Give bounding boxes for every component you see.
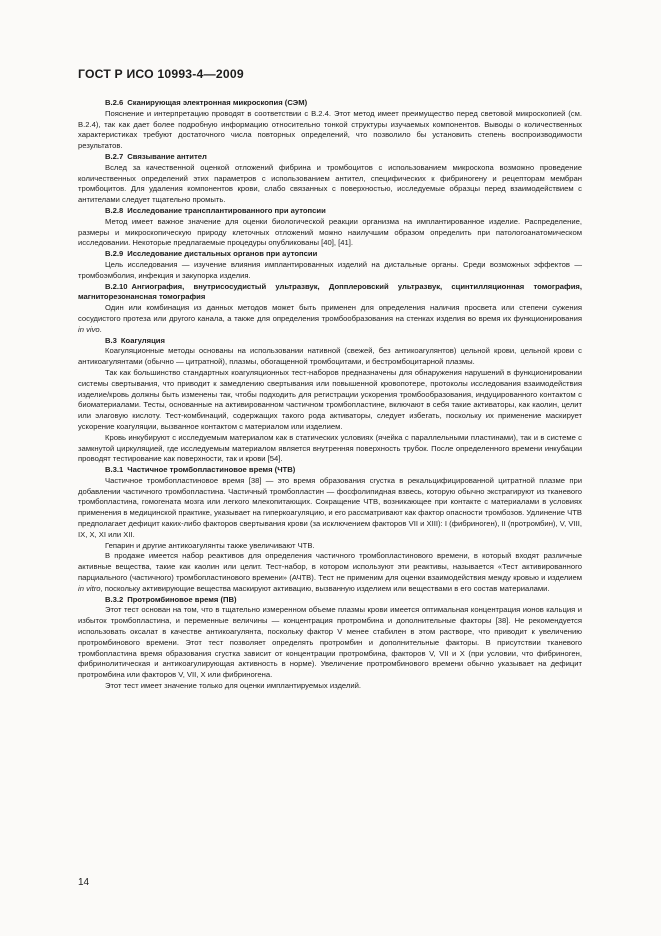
paragraph: В продаже имеется набор реактивов для определения частичного тромбопластинового времени, в который входят различные активные вещества, такие как каолин или целит. Тест-набор, в котором используют эти реактивы, называется «Тест активированного парциального (частичного) тромбопластинового времени» (АЧТВ). Тест не применим для оценки взаимодействия между кровью и изделием in vitro, поскольку активирующие вещества маскируют активацию, вызванную изделием или веществами в его состав материалами.: [78, 551, 582, 593]
section-heading: В.2.8 Исследование трансплантированного при аутопсии: [105, 205, 326, 215]
paragraph: Метод имеет важное значение для оценки биологической реакции организма на имплантированное изделие. Распределение, размеры и микроскопическую природу клеточных отложений можно наилучшим образом определить при патологоанатомическом исследовании. Некоторые предлагаемые процедуры опубликованы [40], [41].: [78, 216, 582, 248]
section-heading: В.2.7 Связывание антител: [105, 151, 207, 161]
paragraph: Частичное тромбопластиновое время [38] — это время образования сгустка в рекальцифицированной цитратной плазме при добавлении частичного тромбопластина. Частичный тромбопластин — фосфолипидная взвесь, которую обычно экстрагируют из тканевого тромбопластина, гомогената мозга или легкого млекопитающих. Сокращение ЧТВ, возникающее при контакте с материалами в условиях применения в медицинской практике, указывает на гиперкоагуляцию, и его рассматривают как фактор опасности тромбозов. Удлинение ЧТВ предполагает дефицит каких-либо факторов свертывания крови (за исключением факторов VII и XIII): I (фибриноген), II (протромбин), V, VIII, IX, X, XI или XII.: [78, 475, 583, 539]
paragraph: Коагуляционные методы основаны на использовании нативной (свежей, без антикоагулянтов) цельной крови, цельной крови с антикоагулянтами (обычно — цитратной), плазмы, обогащенной тромбоцитами, и бестромбоцитарной плазмы.: [78, 346, 582, 367]
paragraph: Кровь инкубируют с исследуемым материалом как в статических условиях (ячейка с параллельными пластинами), так и в системе с замкнутой циркуляцией, где исследуемым материалом является внутренняя поверхность трубок. После определенного времени инкубации проводят тестирование как поверхности, так и крови [54].: [78, 432, 582, 464]
section-heading: В.2.6 Сканирующая электронная микроскопия (СЭМ): [105, 98, 308, 107]
section-heading: В.2.9 Исследование дистальных органов при аутопсии: [105, 249, 318, 259]
paragraph: Вслед за качественной оценкой отложений фибрина и тромбоцитов с использованием микроскопа возможно проведение количественных определений этих параметров с использованием антител, специфических к фибриногену и рецепторам мембран тромбоцитов. Для удаления компонентов крови, слабо связанных с поверхностью, исследуемые образцы перед взаимодействием с антителами следует тщательно промыть.: [78, 162, 582, 205]
paragraph: Один или комбинация из данных методов может быть применен для определения наличия просвета или степени сужения сосудистого протеза или другого канала, а также для определения тромбообразования на стенках изделия во время их функционирования in vivo.: [78, 303, 582, 334]
section-heading: В.3 Коагуляция: [105, 335, 165, 345]
paragraph: Цель исследования — изучение влияния имплантированных изделий на дистальные органы. Среди возможных эффектов — тромбоэмболия, инфекция и закупорка изделия.: [78, 259, 582, 280]
section-heading: В.3.2 Протромбиновое время (ПВ): [105, 594, 237, 604]
page-number: 14: [78, 877, 90, 888]
paragraph: Так как большинство стандартных коагуляционных тест-наборов предназначены для обнаружения нарушений в функционировании системы свертывания, что приводит к замедлению свертывания или повышенной кровопотере, протоколы исследования взаимодействия изделие/кровь должны быть изменены так, чтобы подходить для регистрации ускорения тромбообразования, индуцированного контактом с биоматериалами. Тесты, основанные на активированном частичном тромбопластине, включают в себя такие активаторы, как каолин, целит или элаговую кислоту. Тест-комбинаций, содержащих такого рода активаторы, следует избегать, поскольку их применение маскирует ускорение коагуляции, вызванное контактом с материалом или изделием.: [78, 367, 582, 431]
paragraph: Этот тест основан на том, что в тщательно измеренном объеме плазмы крови имеется оптимальная концентрация ионов кальция и избыток тромбопластина, и переменные величины — концентрация протромбина и дополнительные факторы [38]. Не рекомендуется использовать оксалат в качестве антикоагулянта, поскольку фактор V менее стабилен в этом растворе, что приводит к увеличению протромбинового времени. Этот тест позволяет определять протромбин и дополнительные факторы. В присутствии тканевого тромбопластина время образования сгустка зависит от концентрации протромбина, факторов V, VII и X (при условии, что фибриноген, фибринолитическая и антикоагулирующая активность в норме). Увеличение протромбинового времени обычно указывает на дефицит протромбина или факторов V, VII, X или фибриногена.: [78, 605, 582, 680]
paragraph: Гепарин и другие антикоагулянты также увеличивают ЧТВ.: [105, 540, 315, 550]
section-heading: В.3.1 Частичное тромбопластиновое время (ЧТВ): [105, 465, 296, 475]
paragraph: Пояснение и интерпретацию проводят в соответствии с В.2.4. Этот метод имеет преимущество перед световой микроскопией (см. В.2.4), так как дает более подробную информацию относительно тонкой структуры изучаемых компонентов. Выводы о количественных характеристиках требуют достаточного числа повторных определений, что позволило бы установить степень воспроизводимости результатов.: [78, 108, 582, 151]
document-body: [78, 98, 582, 692]
section-heading: В.2.10 Ангиография, внутрисосудистый ультразвук, Допплеровский ультразвук, сцинтилляционная томография, магниторезонансная томография: [78, 281, 582, 302]
document-header: ГОСТ Р ИСО 10993-4—2009: [78, 67, 244, 81]
paragraph: Этот тест имеет значение только для оценки имплантируемых изделий.: [105, 681, 362, 691]
